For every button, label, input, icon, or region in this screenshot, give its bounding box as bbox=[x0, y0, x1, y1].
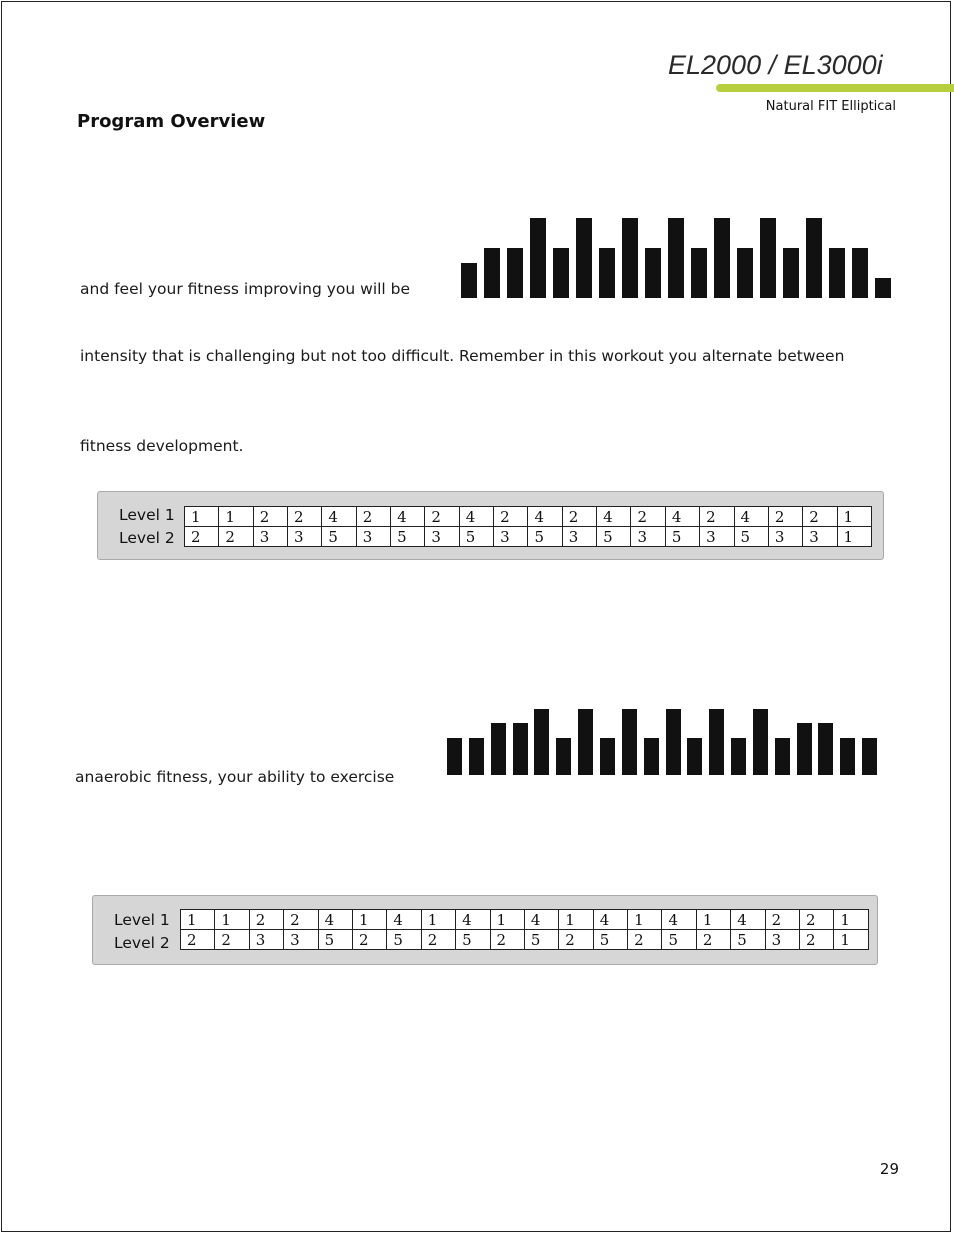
program1-profile-bar bbox=[829, 248, 845, 298]
program2-level2-cell: 3 bbox=[765, 930, 799, 950]
program1-level1-label: Level 1 bbox=[119, 506, 175, 524]
program2-profile-bar bbox=[753, 709, 768, 775]
program1-level2-cell: 3 bbox=[425, 527, 459, 547]
program1-level1-cell: 4 bbox=[391, 507, 425, 527]
program2-profile-bar bbox=[840, 738, 855, 775]
program1-profile-bar bbox=[668, 218, 684, 298]
program2-level-table bbox=[180, 909, 869, 950]
program2-level1-cell: 4 bbox=[593, 910, 627, 930]
program2-level1-cell: 2 bbox=[249, 910, 283, 930]
program2-profile-bar bbox=[644, 738, 659, 775]
program1-profile-bar bbox=[691, 248, 707, 298]
program1-level2-row bbox=[185, 527, 872, 547]
program2-level1-cell: 4 bbox=[731, 910, 765, 930]
program2-level2-cell: 3 bbox=[284, 930, 318, 950]
program2-profile-bar bbox=[578, 709, 593, 775]
program2-level2-cell: 3 bbox=[249, 930, 283, 950]
program2-level2-cell: 2 bbox=[490, 930, 524, 950]
program1-level2-cell: 3 bbox=[288, 527, 322, 547]
page-border bbox=[1, 1, 951, 1232]
program1-level1-cell: 4 bbox=[459, 507, 493, 527]
product-subtitle: Natural FIT Elliptical bbox=[765, 99, 896, 114]
program1-profile-bar bbox=[783, 248, 799, 298]
program1-level2-cell: 3 bbox=[253, 527, 287, 547]
program1-profile-bar bbox=[852, 248, 868, 298]
program1-level2-cell: 5 bbox=[322, 527, 356, 547]
program1-profile-bar bbox=[553, 248, 569, 298]
program1-text-line-2: intensity that is challenging but not too difficult. Remember in this workout you alternate between bbox=[80, 347, 845, 365]
program2-level2-cell: 2 bbox=[628, 930, 662, 950]
program1-level2-cell: 5 bbox=[665, 527, 699, 547]
program2-level2-cell: 5 bbox=[524, 930, 558, 950]
program1-profile-bar bbox=[645, 248, 661, 298]
program1-level1-cell: 2 bbox=[631, 507, 665, 527]
program2-profile-bar bbox=[469, 738, 484, 775]
program1-level2-cell: 3 bbox=[494, 527, 528, 547]
program1-level1-cell: 1 bbox=[837, 507, 871, 527]
program2-level2-cell: 2 bbox=[421, 930, 455, 950]
program1-level1-cell: 2 bbox=[700, 507, 734, 527]
program2-profile-bar bbox=[775, 738, 790, 775]
model-title: EL2000 / EL3000i bbox=[668, 50, 883, 80]
program2-level1-cell: 1 bbox=[696, 910, 730, 930]
program2-profile-bar bbox=[600, 738, 615, 775]
program2-level2-cell: 5 bbox=[456, 930, 490, 950]
program1-profile-bar bbox=[806, 218, 822, 298]
program1-level1-cell: 1 bbox=[219, 507, 253, 527]
program2-level1-cell: 4 bbox=[318, 910, 352, 930]
program1-profile-bar bbox=[760, 218, 776, 298]
program2-level1-cell: 2 bbox=[800, 910, 834, 930]
program2-level2-label: Level 2 bbox=[114, 934, 170, 952]
program1-level-table bbox=[184, 506, 872, 547]
program2-level1-cell: 1 bbox=[559, 910, 593, 930]
program2-level2-cell: 2 bbox=[181, 930, 215, 950]
program2-profile-bar bbox=[491, 723, 506, 775]
program1-level2-cell: 5 bbox=[459, 527, 493, 547]
program2-level1-cell: 2 bbox=[284, 910, 318, 930]
program1-level2-cell: 3 bbox=[631, 527, 665, 547]
program2-level1-cell: 4 bbox=[524, 910, 558, 930]
program1-level1-cell: 4 bbox=[734, 507, 768, 527]
program2-level2-row bbox=[181, 930, 869, 950]
page-number: 29 bbox=[879, 1160, 899, 1178]
program1-profile-bar bbox=[530, 218, 546, 298]
program1-profile-bar bbox=[507, 248, 523, 298]
program2-level1-cell: 1 bbox=[215, 910, 249, 930]
program2-level2-cell: 2 bbox=[559, 930, 593, 950]
program2-level1-cell: 1 bbox=[421, 910, 455, 930]
program1-profile-bar bbox=[576, 218, 592, 298]
program2-profile-chart bbox=[447, 709, 884, 775]
program1-level1-cell: 4 bbox=[665, 507, 699, 527]
accent-bar bbox=[716, 84, 954, 92]
program2-level2-cell: 1 bbox=[834, 930, 869, 950]
program2-profile-bar bbox=[513, 723, 528, 775]
program2-profile-bar bbox=[818, 723, 833, 775]
program1-level2-cell: 2 bbox=[219, 527, 253, 547]
section-heading: Program Overview bbox=[77, 111, 266, 132]
program1-level2-cell: 3 bbox=[562, 527, 596, 547]
program2-profile-bar bbox=[534, 709, 549, 775]
program2-profile-bar bbox=[556, 738, 571, 775]
program1-profile-bar bbox=[599, 248, 615, 298]
program2-text-line-1: anaerobic fitness, your ability to exercise bbox=[75, 768, 395, 786]
program2-level1-cell: 4 bbox=[662, 910, 696, 930]
program1-level2-label: Level 2 bbox=[119, 529, 175, 547]
program2-profile-bar bbox=[731, 738, 746, 775]
program1-level1-cell: 2 bbox=[494, 507, 528, 527]
program2-level2-cell: 5 bbox=[662, 930, 696, 950]
program1-level2-cell: 3 bbox=[356, 527, 390, 547]
program2-level1-cell: 1 bbox=[352, 910, 386, 930]
program1-level1-cell: 4 bbox=[528, 507, 562, 527]
program1-profile-chart bbox=[461, 218, 898, 298]
program2-level1-cell: 4 bbox=[387, 910, 421, 930]
program2-profile-bar bbox=[447, 738, 462, 775]
program2-level2-cell: 2 bbox=[800, 930, 834, 950]
program1-level2-cell: 1 bbox=[837, 527, 871, 547]
program2-level1-cell: 1 bbox=[490, 910, 524, 930]
program1-level2-cell: 5 bbox=[391, 527, 425, 547]
program1-level1-cell: 2 bbox=[768, 507, 802, 527]
program1-text-line-3: fitness development. bbox=[80, 437, 244, 455]
program1-level2-cell: 2 bbox=[185, 527, 219, 547]
program1-profile-bar bbox=[714, 218, 730, 298]
program2-profile-bar bbox=[709, 709, 724, 775]
program1-level1-cell: 4 bbox=[322, 507, 356, 527]
program2-profile-bar bbox=[862, 738, 877, 775]
program2-level2-cell: 2 bbox=[215, 930, 249, 950]
program2-level1-cell: 1 bbox=[181, 910, 215, 930]
program2-level1-row bbox=[181, 910, 869, 930]
program2-level1-cell: 4 bbox=[456, 910, 490, 930]
program1-level2-cell: 3 bbox=[768, 527, 802, 547]
program2-level2-cell: 5 bbox=[387, 930, 421, 950]
program1-profile-bar bbox=[461, 263, 477, 298]
program1-level1-cell: 2 bbox=[356, 507, 390, 527]
program2-profile-bar bbox=[797, 723, 812, 775]
program1-profile-bar bbox=[484, 248, 500, 298]
program1-level1-cell: 2 bbox=[562, 507, 596, 527]
program1-level1-cell: 1 bbox=[185, 507, 219, 527]
program1-level1-cell: 2 bbox=[425, 507, 459, 527]
program2-level1-cell: 1 bbox=[834, 910, 869, 930]
program2-level2-cell: 2 bbox=[696, 930, 730, 950]
program1-level1-row bbox=[185, 507, 872, 527]
program1-level2-cell: 5 bbox=[528, 527, 562, 547]
program1-text-line-1: and feel your fitness improving you will be bbox=[80, 280, 411, 298]
program2-level1-label: Level 1 bbox=[114, 911, 170, 929]
program1-level1-cell: 2 bbox=[288, 507, 322, 527]
program2-profile-bar bbox=[666, 709, 681, 775]
program2-level2-cell: 5 bbox=[318, 930, 352, 950]
program2-level1-cell: 2 bbox=[765, 910, 799, 930]
program1-level2-cell: 5 bbox=[597, 527, 631, 547]
program1-profile-bar bbox=[622, 218, 638, 298]
program1-level1-cell: 2 bbox=[253, 507, 287, 527]
program1-level-table-box bbox=[97, 491, 884, 560]
program2-level2-cell: 5 bbox=[593, 930, 627, 950]
program1-level1-cell: 2 bbox=[803, 507, 837, 527]
program1-profile-bar bbox=[737, 248, 753, 298]
program2-profile-bar bbox=[687, 738, 702, 775]
program2-level1-cell: 1 bbox=[628, 910, 662, 930]
program1-level1-cell: 4 bbox=[597, 507, 631, 527]
program2-profile-bar bbox=[622, 709, 637, 775]
program1-profile-bar bbox=[875, 278, 891, 298]
program2-level-table-box bbox=[92, 895, 878, 965]
program2-level2-cell: 5 bbox=[731, 930, 765, 950]
program2-level2-cell: 2 bbox=[352, 930, 386, 950]
program1-level2-cell: 3 bbox=[700, 527, 734, 547]
program1-level2-cell: 5 bbox=[734, 527, 768, 547]
program1-level2-cell: 3 bbox=[803, 527, 837, 547]
